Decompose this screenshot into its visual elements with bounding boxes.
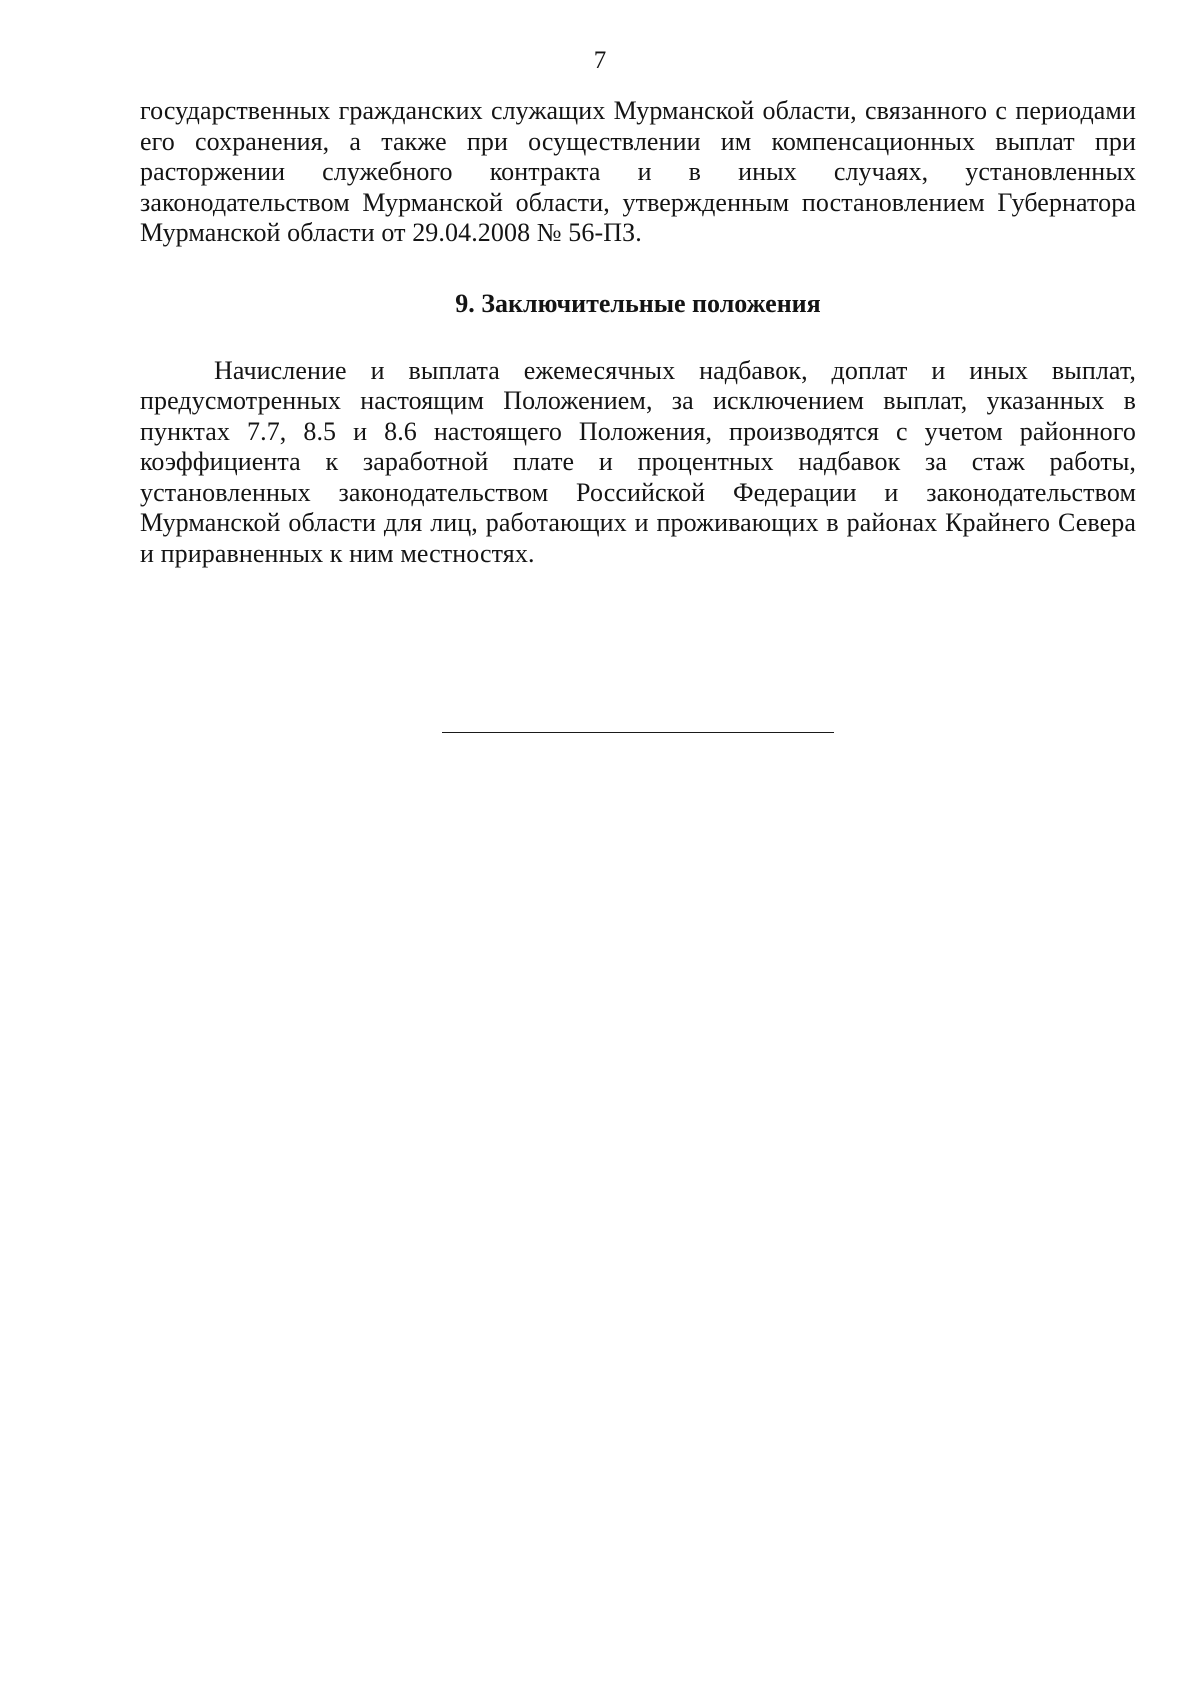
section-heading: 9. Заключительные положения	[455, 288, 821, 318]
end-of-document-rule	[442, 732, 834, 733]
page-number: 7	[593, 47, 607, 74]
final-provisions-paragraph: Начисление и выплата ежемесячных надбавок, доплат и иных выплат, предусмотренных настоящим Положением, за исключением выплат, указанных в пунктах 7.7, 8.5 и 8.6 настоящего Положения, производятся с учетом районного коэффициента к заработной плате и процентных надбавок за стаж работы, установленных законодательством Российской Федерации и законодательством Мурманской области для лиц, работающих и проживающих в районах Крайнего Севера и приравненных к ним местностях.	[140, 355, 1136, 568]
continuation-paragraph: государственных гражданских служащих Мурманской области, связанного с периодами его сохранения, а также при осуществлении им компенсационных выплат при расторжении служебного контракта и в иных случаях, установленных законодательством Мурманской области, утвержденным постановлением Губернатора Мурманской области от 29.04.2008 № 56-ПЗ.	[140, 96, 1136, 247]
document-body	[140, 96, 1136, 569]
